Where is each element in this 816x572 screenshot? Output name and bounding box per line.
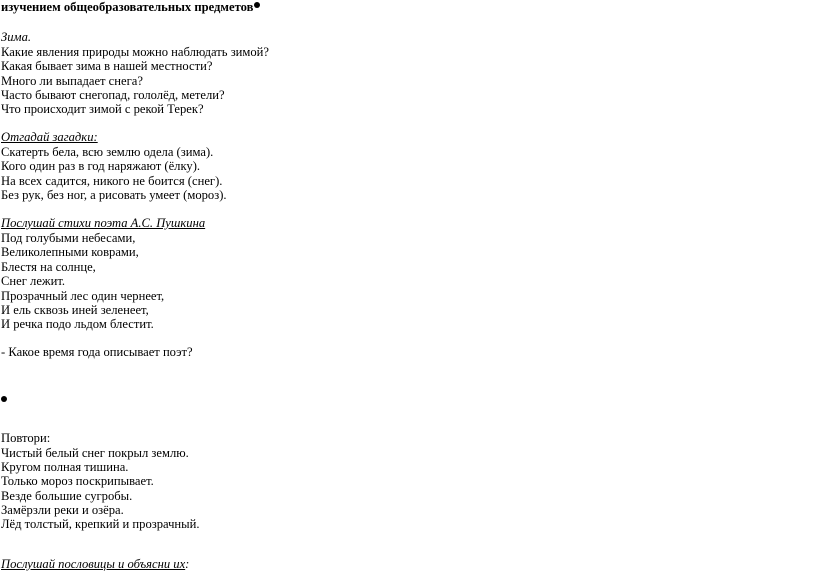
- bullet-icon: [254, 2, 260, 8]
- repeat-line: Замёрзли реки и озёра.: [1, 503, 124, 517]
- poem-line: Великолепными коврами,: [1, 245, 139, 259]
- poem-line: Под голубыми небесами,: [1, 231, 136, 245]
- proverbs-title-end: :: [185, 557, 190, 571]
- winter-question: Какие явления природы можно наблюдать зимой?: [1, 45, 270, 59]
- bullet-line: [1, 391, 7, 405]
- repeat-line: Только мороз поскрипывает.: [1, 474, 154, 488]
- riddles-title: Отгадай загадки:: [1, 130, 98, 144]
- heading-text: изучением общеобразовательных предметов: [1, 0, 254, 14]
- winter-question: Что происходит зимой с рекой Терек?: [1, 102, 204, 116]
- poem-line: Снег лежит.: [1, 274, 66, 288]
- repeat-line: Чистый белый снег покрыл землю.: [1, 446, 189, 460]
- repeat-title: Повтори:: [1, 431, 51, 445]
- poem-line: Блестя на солнце,: [1, 260, 96, 274]
- poem-line: И речка подо льдом блестит.: [1, 317, 154, 331]
- bullet-icon: [1, 396, 7, 402]
- winter-question: Часто бывают снегопад, гололёд, метели?: [1, 88, 225, 102]
- repeat-line: Везде большие сугробы.: [1, 489, 133, 503]
- proverbs-title: [1, 557, 189, 571]
- winter-question: Какая бывает зима в нашей местности?: [1, 59, 213, 73]
- poem-title: Послушай стихи поэта А.С. Пушкина: [1, 216, 206, 230]
- poem-question: - Какое время года описывает поэт?: [1, 345, 193, 359]
- heading-line: [1, 0, 260, 14]
- proverbs-title-main: Послушай пословицы и объясни их: [1, 557, 186, 571]
- repeat-line: Лёд толстый, крепкий и прозрачный.: [1, 517, 200, 531]
- winter-question: Много ли выпадает снега?: [1, 74, 143, 88]
- riddle-item: Кого один раз в год наряжают (ёлку).: [1, 159, 201, 173]
- poem-line: И ель сквозь иней зеленеет,: [1, 303, 149, 317]
- repeat-line: Кругом полная тишина.: [1, 460, 129, 474]
- riddle-item: На всех садится, никого не боится (снег).: [1, 174, 223, 188]
- riddle-item: Скатерть бела, всю землю одела (зима).: [1, 145, 214, 159]
- winter-title: Зима.: [1, 30, 32, 44]
- riddle-item: Без рук, без ног, а рисовать умеет (мороз).: [1, 188, 227, 202]
- poem-line: Прозрачный лес один чернеет,: [1, 289, 165, 303]
